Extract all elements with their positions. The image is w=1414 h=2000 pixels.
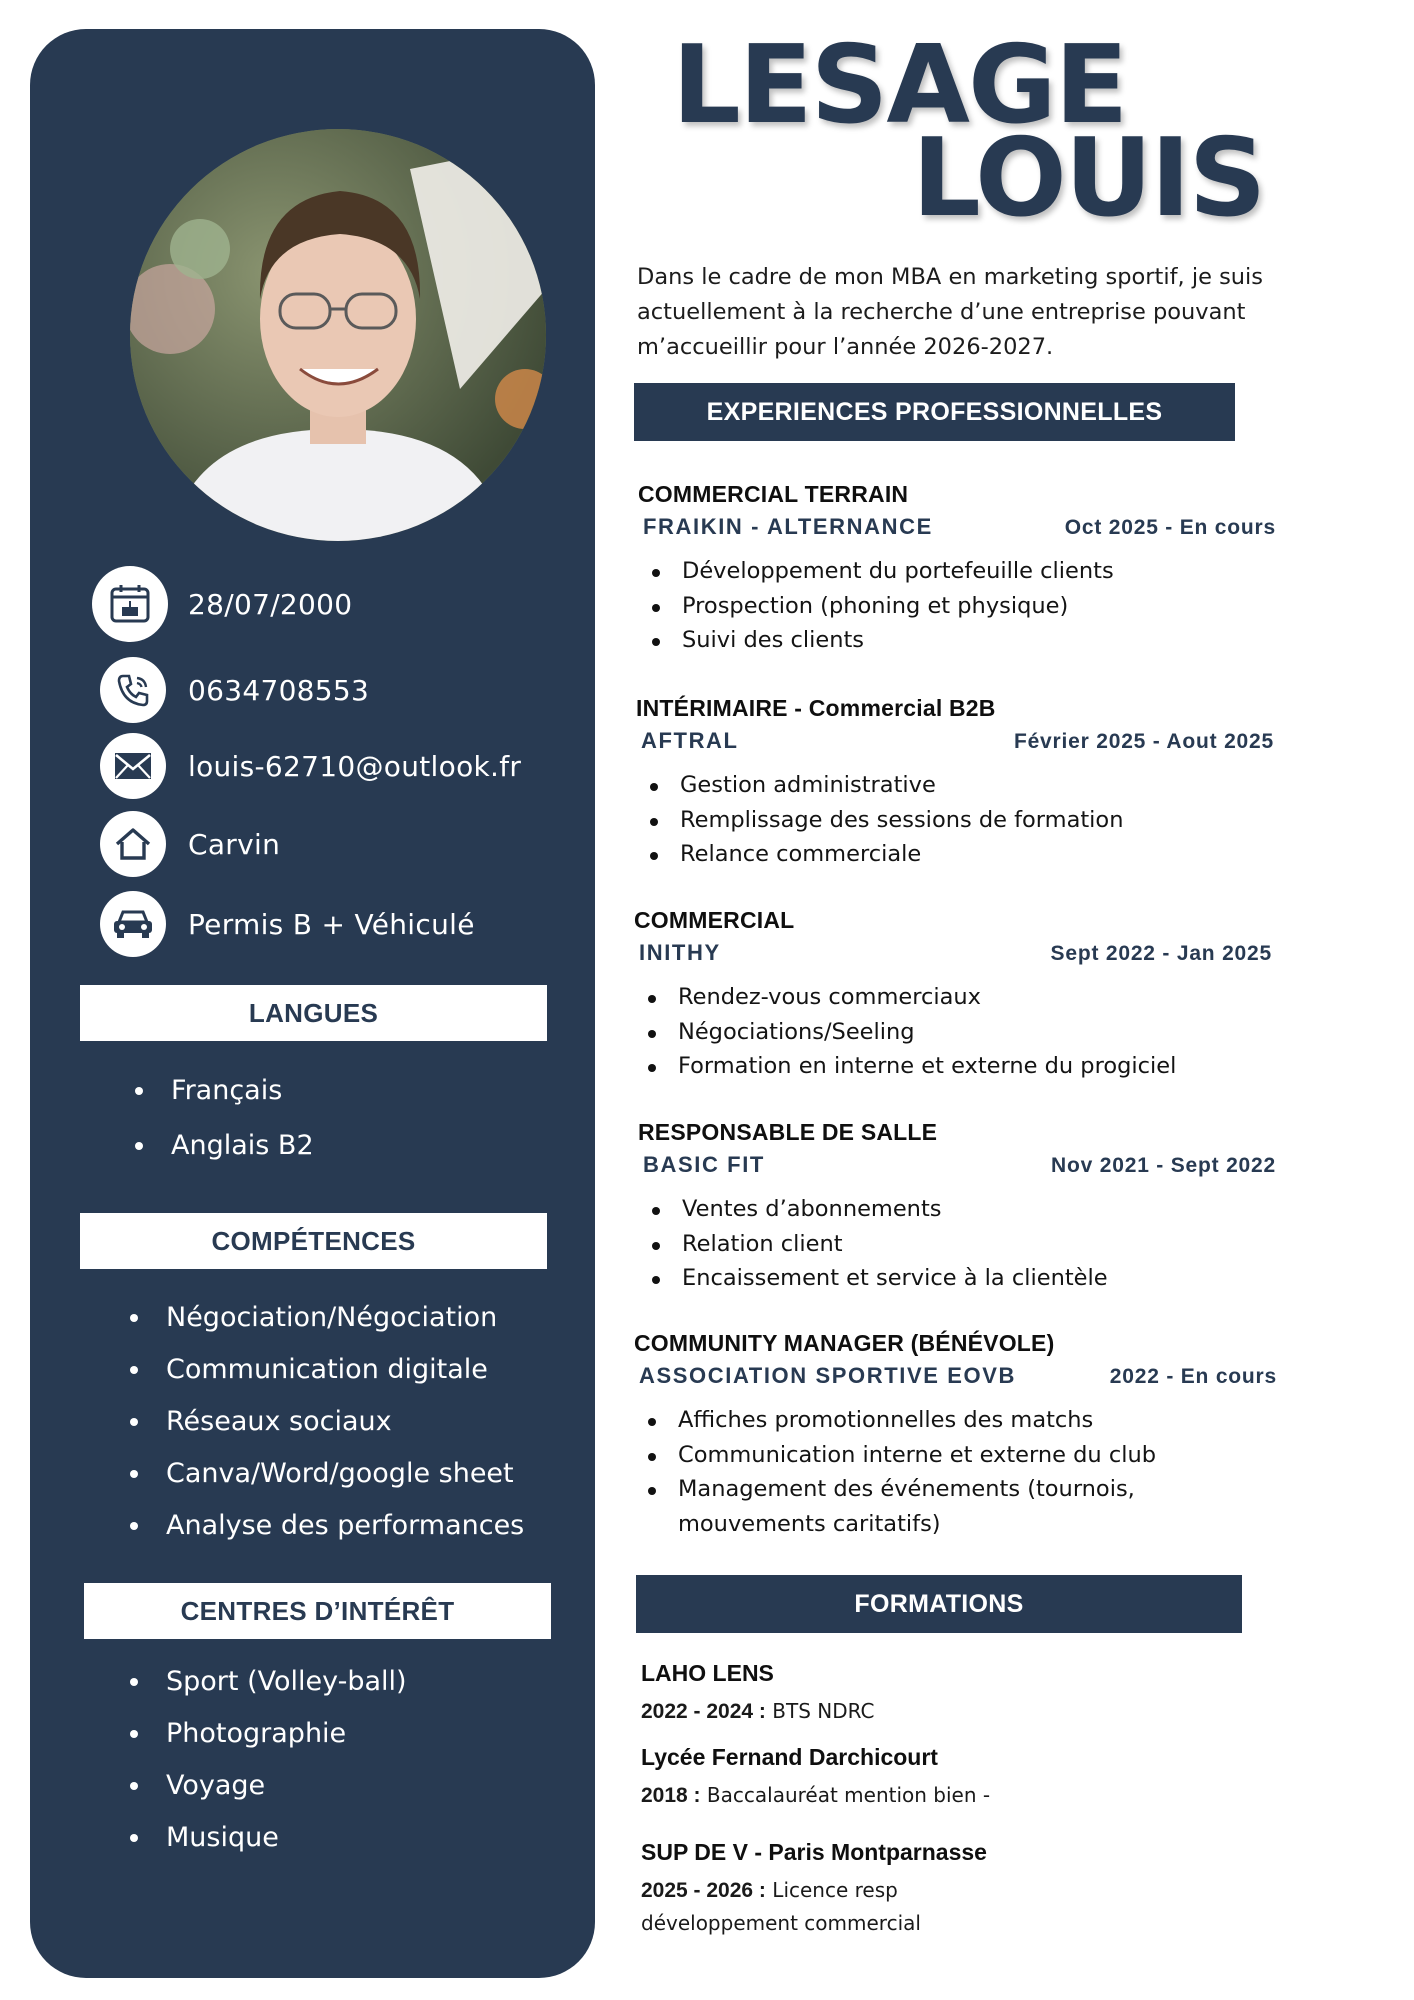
education-entry [641, 1839, 1001, 1939]
interest-item: Sport (Volley-ball) [130, 1656, 407, 1708]
job-dates: Sept 2022 - Jan 2025 [1050, 942, 1272, 965]
email-item [100, 733, 521, 799]
task-item: Remplissage des sessions de formation [636, 803, 1281, 838]
task-item: Négociations/Seeling [634, 1015, 1279, 1050]
education-entry [641, 1744, 990, 1812]
job-title: COMMUNITY MANAGER (BÉNÉVOLE) [634, 1330, 1055, 1356]
education-years: 2018 : [641, 1784, 701, 1807]
language-item: Français [135, 1063, 314, 1118]
education-entry [641, 1660, 875, 1728]
task-item: Suivi des clients [638, 623, 1283, 658]
education-years: 2022 - 2024 : [641, 1700, 766, 1723]
experience-heading: EXPERIENCES PROFESSIONNELLES [634, 383, 1235, 441]
task-item: Développement du portefeuille clients [638, 554, 1283, 589]
job-tasks [638, 554, 1283, 658]
home-icon [100, 811, 166, 877]
job-company: FRAIKIN - ALTERNANCE [643, 514, 933, 539]
task-item: Ventes d’abonnements [638, 1192, 1283, 1227]
job-title: COMMERCIAL TERRAIN [638, 481, 909, 507]
job-dates: Février 2025 - Aout 2025 [1013, 730, 1274, 753]
skill-item: Analyse des performances [130, 1500, 524, 1552]
job-company: INITHY [639, 940, 721, 965]
interest-item: Photographie [130, 1708, 407, 1760]
education-heading: FORMATIONS [636, 1575, 1242, 1633]
email-text: louis-62710@outlook.fr [188, 749, 522, 783]
birthdate-text: 28/07/2000 [188, 587, 353, 621]
job-title: COMMERCIAL [634, 907, 795, 933]
school-name: Lycée Fernand Darchicourt [641, 1744, 938, 1770]
job-dates: Oct 2025 - En cours [1064, 516, 1276, 539]
profile-photo [130, 129, 546, 541]
job-company: ASSOCIATION SPORTIVE EOVB [639, 1363, 1016, 1388]
education-degree: Baccalauréat mention bien - [706, 1783, 991, 1807]
job-entry [634, 907, 1279, 1084]
task-item: Relation client [638, 1227, 1283, 1262]
birthday-calendar-icon [92, 566, 168, 642]
task-item: Gestion administrative [636, 768, 1281, 803]
school-name: LAHO LENS [641, 1660, 774, 1686]
education-degree: BTS NDRC [772, 1699, 875, 1723]
task-item: Formation en interne et externe du progiciel [634, 1049, 1279, 1084]
school-name: SUP DE V - Paris Montparnasse [641, 1839, 987, 1865]
skills-list [130, 1292, 524, 1552]
language-item: Anglais B2 [135, 1118, 314, 1173]
interest-item: Musique [130, 1812, 407, 1864]
job-tasks [634, 1403, 1274, 1541]
skill-item: Communication digitale [130, 1344, 524, 1396]
task-item: Communication interne et externe du club [634, 1438, 1274, 1473]
license-text: Permis B + Véhiculé [188, 907, 475, 941]
job-entry [638, 481, 1283, 658]
license-item [100, 891, 475, 957]
job-entry [638, 1119, 1283, 1296]
education-years: 2025 - 2026 : [641, 1879, 766, 1902]
job-dates: Nov 2021 - Sept 2022 [1051, 1154, 1276, 1177]
languages-heading: LANGUES [80, 985, 547, 1041]
interests-heading: CENTRES D’INTÉRÊT [84, 1583, 551, 1639]
skill-item: Négociation/Négociation [130, 1292, 524, 1344]
job-dates: 2022 - En cours [1109, 1365, 1277, 1388]
task-item: Prospection (phoning et physique) [638, 589, 1283, 624]
envelope-icon [100, 733, 166, 799]
phone-item [100, 657, 369, 723]
job-entry [636, 695, 1281, 872]
skills-heading: COMPÉTENCES [80, 1213, 547, 1269]
task-item: Rendez-vous commerciaux [634, 980, 1279, 1015]
skill-item: Réseaux sociaux [130, 1396, 524, 1448]
job-tasks [634, 980, 1279, 1084]
first-name: LOUIS [912, 116, 1265, 241]
interest-item: Voyage [130, 1760, 407, 1812]
task-item: Encaissement et service à la clientèle [638, 1261, 1283, 1296]
car-icon [100, 891, 166, 957]
task-item: Relance commerciale [636, 837, 1281, 872]
job-company: BASIC FIT [643, 1152, 765, 1177]
interests-list [130, 1656, 407, 1864]
skill-item: Canva/Word/google sheet [130, 1448, 524, 1500]
languages-list [135, 1063, 314, 1173]
job-entry [634, 1330, 1284, 1541]
education-degree: Licence resp développement commercial [641, 1878, 921, 1935]
last-name: LESAGE [672, 23, 1127, 148]
job-title: RESPONSABLE DE SALLE [638, 1119, 938, 1145]
task-item: Management des événements (tournois, mouvements caritatifs) [634, 1472, 1274, 1541]
city-text: Carvin [188, 827, 281, 861]
job-tasks [636, 768, 1281, 872]
job-title: INTÉRIMAIRE - Commercial B2B [636, 695, 996, 721]
task-item: Affiches promotionnelles des matchs [634, 1403, 1274, 1438]
job-tasks [638, 1192, 1283, 1296]
phone-icon [100, 657, 166, 723]
job-company: AFTRAL [641, 728, 739, 753]
birthdate-item [92, 566, 352, 642]
city-item [100, 811, 280, 877]
phone-text: 0634708553 [188, 673, 370, 707]
intro-text: Dans le cadre de mon MBA en marketing sportif, je suis actuellement à la recherche d’une entreprise pouvant m’accueillir pour l’année 2026-2027. [637, 264, 1264, 360]
